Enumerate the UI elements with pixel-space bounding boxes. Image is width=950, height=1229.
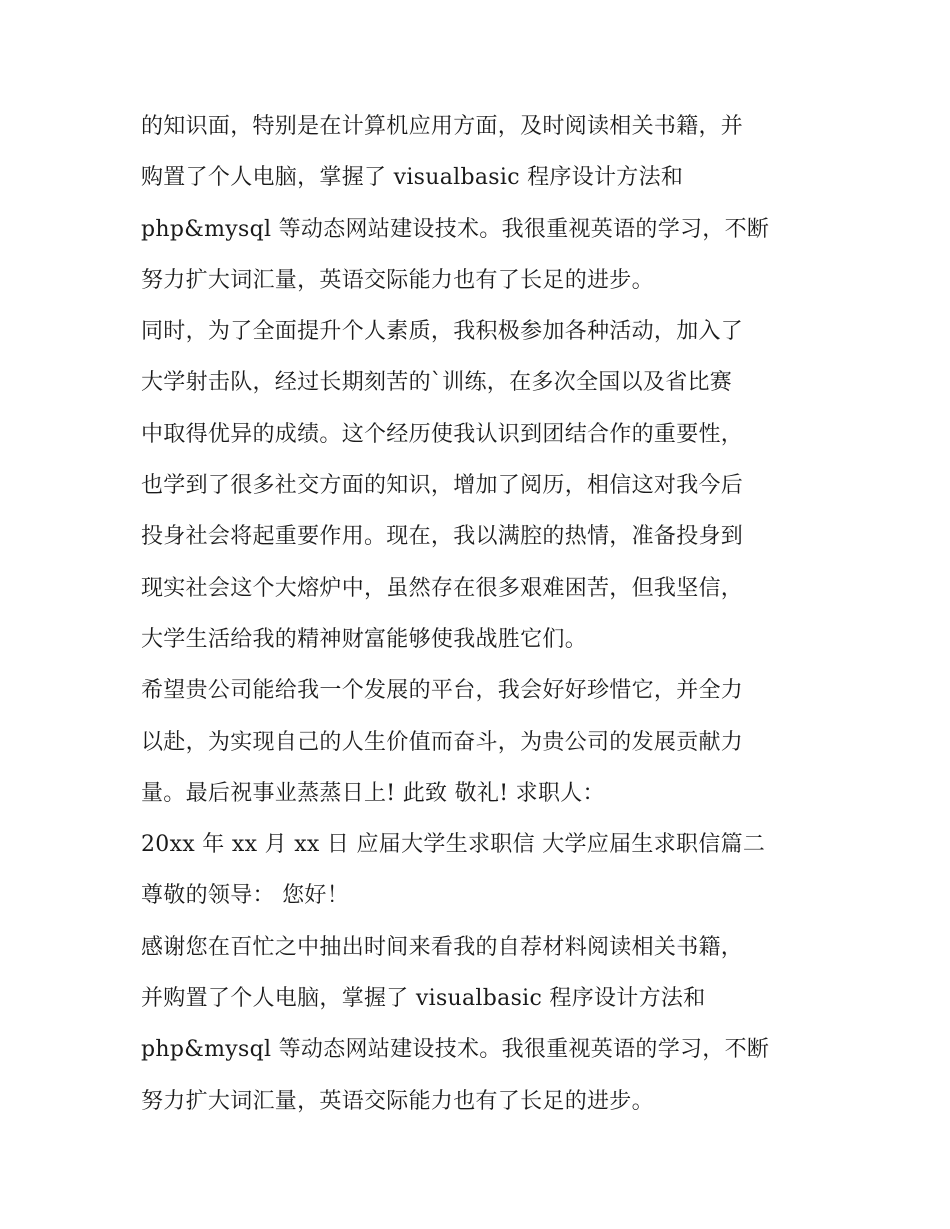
body-text [141, 101, 821, 1127]
text-line: 同时，为了全面提升个人素质，我积极参加各种活动，加入了 [141, 319, 744, 345]
text-line: 希望贵公司能给我一个发展的平台，我会好好珍惜它，并全力 [141, 678, 744, 704]
text-line: 努力扩大词汇量，英语交际能力也有了长足的进步。 [141, 1088, 654, 1114]
text-line: 购置了个人电脑，掌握了 visualbasic 程序设计方法和 [141, 165, 684, 191]
text-line: 现实社会这个大熔炉中，虽然存在很多艰难困苦，但我坚信， [141, 575, 744, 601]
text-line: 并购置了个人电脑，掌握了 visualbasic 程序设计方法和 [141, 986, 706, 1012]
text-line: 投身社会将起重要作用。现在，我以满腔的热情，准备投身到 [141, 524, 744, 550]
text-line: 的知识面，特别是在计算机应用方面，及时阅读相关书籍，并 [141, 114, 744, 139]
text-line: 中取得优异的成绩。这个经历使我认识到团结合作的重要性， [141, 421, 744, 447]
text-line: 大学生活给我的精神财富能够使我战胜它们。 [141, 626, 588, 652]
text-line: 以赴，为实现自己的人生价值而奋斗，为贵公司的发展贡献力 [141, 729, 744, 755]
text-line: 大学射击队，经过长期刻苦的`训练，在多次全国以及省比赛 [141, 370, 733, 396]
text-line: 努力扩大词汇量，英语交际能力也有了长足的进步。 [141, 267, 654, 293]
text-line: php&mysql 等动态网站建设技术。我很重视英语的学习，不断 [141, 1037, 770, 1063]
text-line: 也学到了很多社交方面的知识，增加了阅历，相信这对我今后 [141, 473, 744, 499]
text-line: 尊敬的领导： 您好！ [141, 883, 349, 909]
text-line: php&mysql 等动态网站建设技术。我很重视英语的学习，不断 [141, 216, 770, 242]
text-line: 感谢您在百忙之中抽出时间来看我的自荐材料阅读相关书籍， [141, 934, 744, 960]
text-line: 量。最后祝事业蒸蒸日上! 此致 敬礼! 求职人： [141, 780, 605, 806]
text-line: 20xx 年 xx 月 xx 日 应届大学生求职信 大学应届生求职信篇二 [141, 832, 766, 858]
